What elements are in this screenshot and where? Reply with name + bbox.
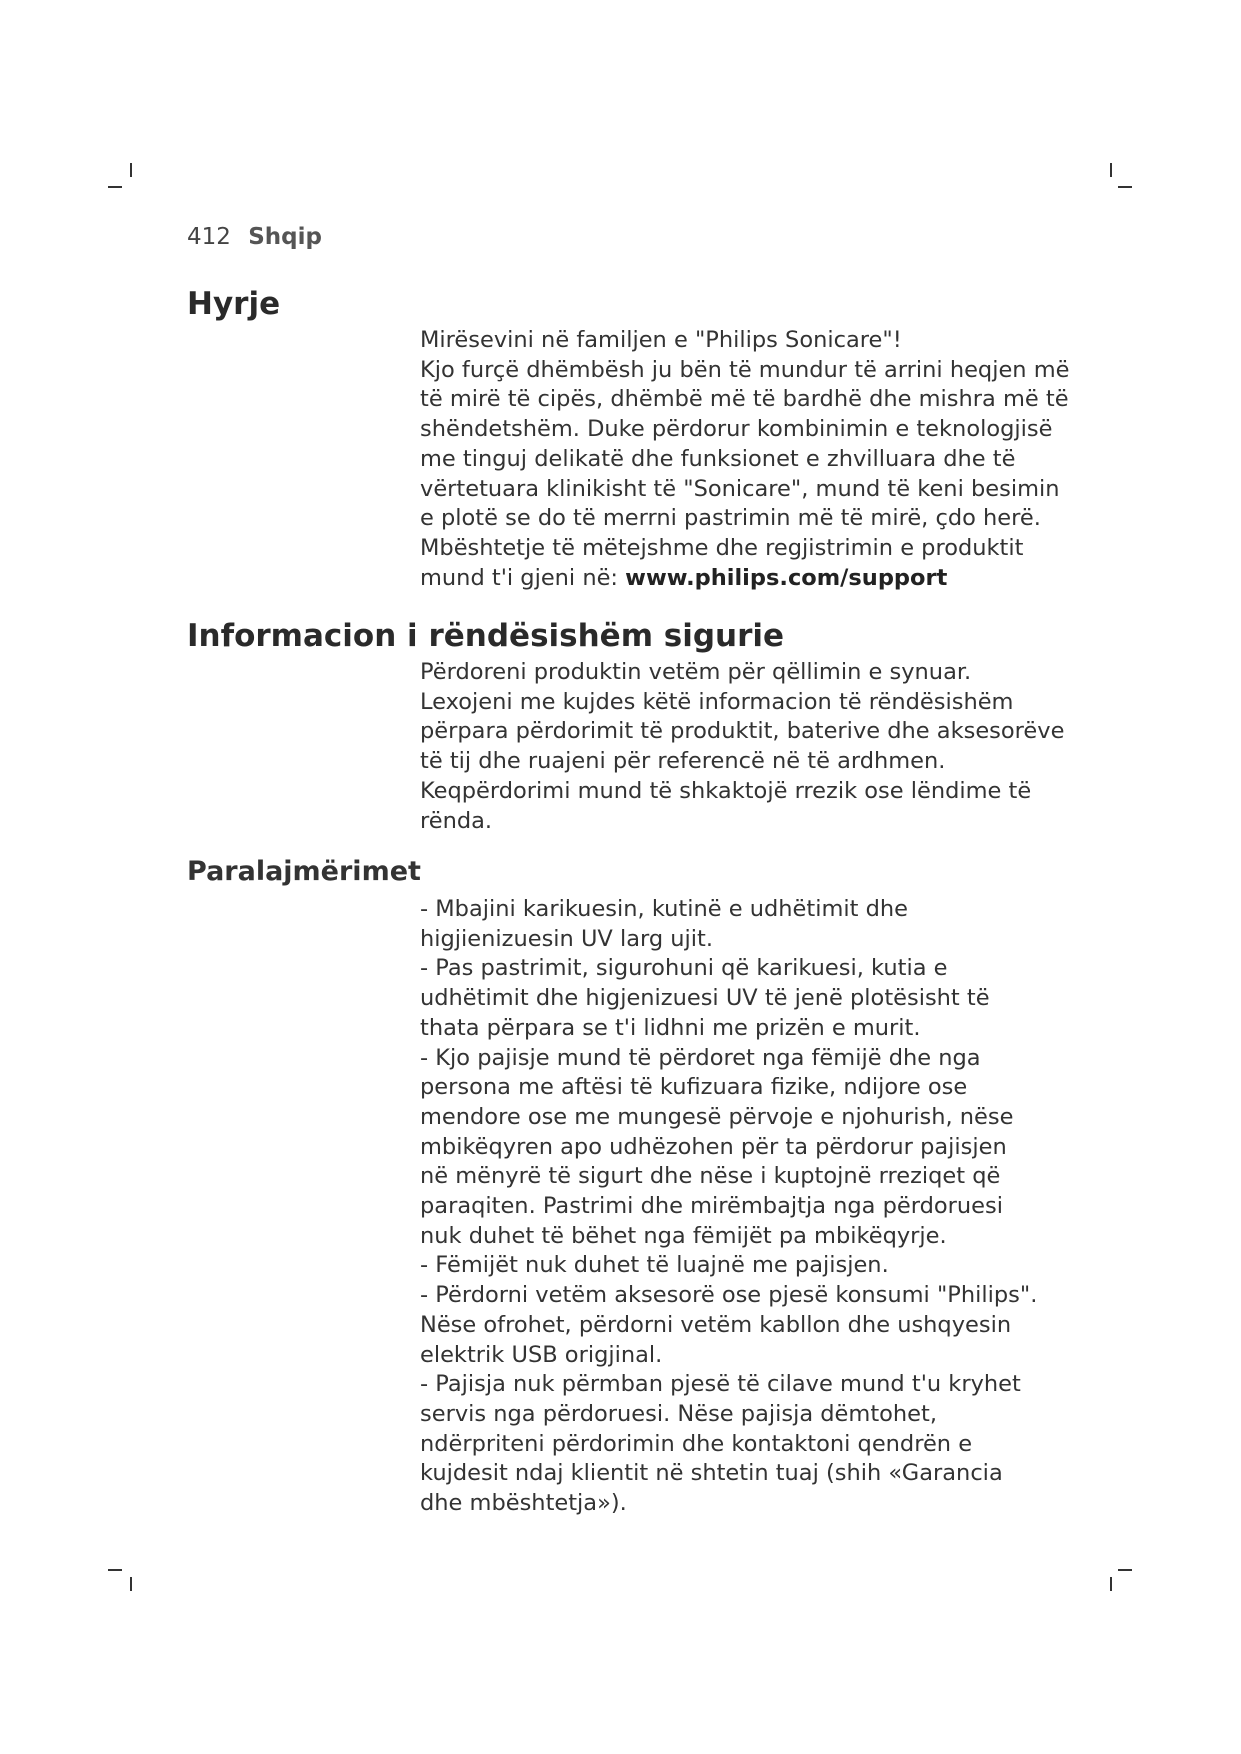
warning-first-line: - Pas pastrimit, sigurohuni që karikuesi, kutia e	[420, 955, 948, 982]
intro-line: Mbështetje të mëtejshme dhe regjistrimin e produktit	[420, 534, 1024, 561]
warning-line: ndërpriteni përdorimin dhe kontaktoni qendrën e	[420, 1430, 973, 1457]
crop-mark	[1118, 1569, 1132, 1571]
warning-first-line: - Fëmijët nuk duhet të luajnë me pajisjen.	[420, 1252, 889, 1279]
crop-mark	[1118, 186, 1132, 188]
intro-line: me tinguj delikatë dhe funksionet e zhvilluara dhe të	[420, 445, 1016, 472]
intro-body	[420, 326, 1080, 593]
safety-line: Përdoreni produktin vetëm për qëllimin e synuar.	[420, 659, 972, 685]
list-item	[420, 1044, 1080, 1252]
intro-line: shëndetshëm. Duke përdorur kombinimin e teknologjisë	[420, 416, 1053, 443]
warning-line: paraqiten. Pastrimi dhe mirëmbajtja nga përdoruesi	[420, 1193, 1003, 1220]
list-item	[420, 1281, 1080, 1370]
intro-line: të mirë të cipës, dhëmbë më të bardhë dhe mishra më të	[420, 386, 1069, 413]
safety-line: Lexojeni me kujdes këtë informacion të rëndësishëm	[420, 688, 1014, 715]
warning-first-line: - Përdorni vetëm aksesorë ose pjesë konsumi "Philips".	[420, 1282, 1038, 1309]
crop-mark	[130, 163, 132, 177]
warning-first-line: - Pajisja nuk përmban pjesë të cilave mund t'u kryhet	[420, 1371, 1021, 1398]
warning-line: mendore ose me mungesë përvoje e njohurish, nëse	[420, 1103, 1014, 1130]
running-header	[187, 223, 322, 251]
warning-line: persona me aftësi të kufizuara fizike, ndijore ose	[420, 1074, 968, 1101]
crop-mark	[108, 1569, 122, 1571]
intro-heading: Hyrje	[187, 286, 281, 322]
list-item	[420, 1251, 1080, 1281]
warning-line: higjienizuesin UV larg ujit.	[420, 925, 714, 952]
list-item	[420, 1370, 1080, 1519]
safety-line: Keqpërdorimi mund të shkaktojë rrezik ose lëndime të	[420, 777, 1032, 804]
safety-line: përpara përdorimit të produktit, baterive dhe aksesorëve	[420, 718, 1065, 745]
crop-mark	[108, 186, 122, 188]
warning-line: nuk duhet të bëhet nga fëmijët pa mbikëqyrje.	[420, 1222, 947, 1249]
language-label: Shqip	[248, 224, 322, 250]
intro-line: Mirësevini në familjen e "Philips Sonicare"!	[420, 327, 902, 353]
warning-line: në mënyrë të sigurt dhe nëse i kuptojnë rreziqet që	[420, 1163, 1001, 1190]
warning-line: mbikëqyren apo udhëzohen për ta përdorur pajisjen	[420, 1133, 1007, 1160]
intro-line: e plotë se do të merrni pastrimin më të mirë, çdo herë.	[420, 505, 1041, 532]
crop-mark	[1110, 1577, 1112, 1591]
warning-line: elektrik USB origjinal.	[420, 1341, 663, 1368]
support-link[interactable]: www.philips.com/support	[625, 564, 948, 591]
support-prefix: mund t'i gjeni në:	[420, 564, 626, 591]
warning-line: thata përpara se t'i lidhni me prizën e murit.	[420, 1014, 921, 1041]
warning-line: Nëse ofrohet, përdorni vetëm kabllon dhe ushqyesin	[420, 1311, 1012, 1338]
safety-line: të tij dhe ruajeni për referencë në të ardhmen.	[420, 748, 946, 775]
intro-line: Kjo furçë dhëmbësh ju bën të mundur të arrini heqjen më	[420, 356, 1070, 383]
warning-first-line: - Mbajini karikuesin, kutinë e udhëtimit dhe	[420, 896, 908, 922]
warning-line: servis nga përdoruesi. Nëse pajisja dëmtohet,	[420, 1400, 937, 1427]
warnings-heading: Paralajmërimet	[187, 856, 421, 887]
warning-line: udhëtimit dhe higjenizuesi UV të jenë plotësisht të	[420, 985, 990, 1012]
safety-body	[420, 658, 1080, 836]
warning-line: dhe mbështetja»).	[420, 1490, 627, 1517]
intro-line: vërtetuara klinikisht të "Sonicare", mund të keni besimin	[420, 475, 1060, 502]
crop-mark	[1110, 163, 1112, 177]
crop-mark	[130, 1577, 132, 1591]
warnings-list	[420, 895, 1080, 1519]
page-number: 412	[187, 224, 231, 250]
list-item	[420, 895, 1080, 954]
safety-line: rënda.	[420, 807, 493, 834]
list-item	[420, 954, 1080, 1043]
warning-first-line: - Kjo pajisje mund të përdoret nga fëmijë dhe nga	[420, 1044, 981, 1071]
support-line	[420, 564, 1080, 594]
warning-line: kujdesit ndaj klientit në shtetin tuaj (shih «Garancia	[420, 1460, 1003, 1487]
safety-heading: Informacion i rëndësishëm sigurie	[187, 618, 785, 654]
